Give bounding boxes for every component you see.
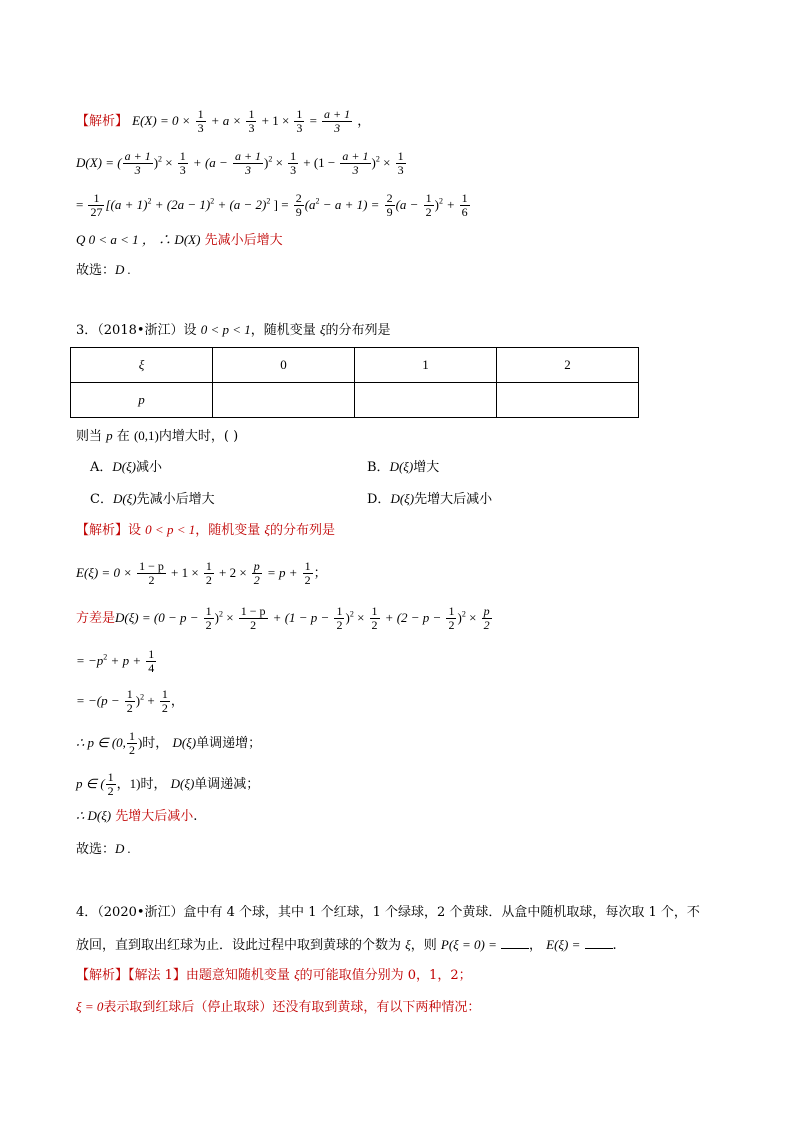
option-text: 减小 xyxy=(136,460,163,475)
interval: (0,1) xyxy=(133,428,159,443)
option-letter: D． xyxy=(367,492,391,507)
fraction: $\frac{1}{2}$ xyxy=(205,559,212,587)
option-expr: D(ξ) xyxy=(390,491,415,506)
option-text: 增大 xyxy=(413,460,440,475)
expr: E(ξ) = xyxy=(546,937,581,952)
text: 设 xyxy=(128,523,142,538)
q3-expectation-line xyxy=(76,560,327,587)
fraction: $\frac{1}{3}$ xyxy=(248,107,255,135)
distribution-table xyxy=(70,347,639,418)
table-row xyxy=(71,383,639,418)
dx-term: + (1 − xyxy=(303,155,336,170)
expr: ) xyxy=(137,735,143,750)
punct: ； xyxy=(313,566,327,581)
analysis-tag: 【解析】 xyxy=(76,968,129,983)
table-cell xyxy=(355,383,497,418)
variance-label: 方差是 xyxy=(76,611,116,626)
table-cell: p xyxy=(71,383,213,418)
q3-decrease-line xyxy=(76,771,259,798)
text: 由题意知随机变量 xyxy=(185,968,290,983)
fraction: $\frac{p}{2}$ xyxy=(253,559,260,587)
punct: ， xyxy=(357,114,371,129)
fraction: $\frac{2}{9}$ xyxy=(295,191,302,219)
fraction: $\frac{1}{2}$ xyxy=(448,604,455,632)
q2-simplify-line: = $\frac{1}{27}$ [$(a + 1)^2 + (2a - 1)^2 + (a - 2)^2$ ] = $\frac{2}{9}$ $(a^2 - a + 1)$ = $\frac{2}{9}$ (a − $\frac{1}{2}$ )$^2$ + $\frac{1}{6}$ xyxy=(76,191,468,219)
fraction: $\frac{a + 1}{3}$ xyxy=(234,149,262,177)
fraction: $\frac{1}{2}$ xyxy=(425,191,432,219)
expr: ∴ p ∈ (0, xyxy=(76,735,126,750)
punct: ， xyxy=(529,938,543,953)
text: 表示取到红球后（停止取球）还没有取到黄球，有以下两种情况： xyxy=(103,1000,481,1015)
method-tag: 【解法 1】 xyxy=(128,968,186,983)
punct: ， xyxy=(170,694,184,709)
expr: + (2a − 1) xyxy=(151,197,211,212)
q4-case-line xyxy=(76,999,480,1016)
option-d[interactable] xyxy=(367,491,492,508)
q2-answer-line xyxy=(76,262,131,279)
fraction: $\frac{1}{3}$ xyxy=(397,149,404,177)
fraction: $\frac{a + 1}{3}$ xyxy=(324,107,351,135)
dx-lhs: D(X) = ( xyxy=(76,155,122,170)
condition-text: 先减小后增大 xyxy=(204,233,283,248)
expr: D(ξ) xyxy=(172,735,197,750)
ex-term: + 1 × xyxy=(261,113,290,128)
q3-solution-intro xyxy=(76,522,335,539)
q3-increase-line xyxy=(76,730,261,757)
q2-dx-line: D(X) = ( $\frac{a + 1}{3}$ )$^2$ × $\frac{1}{3}$ + (a − $\frac{a + 1}{3}$ )$^2$ × $\frac{1}{3}$ + (1 − $\frac{a + 1}{3}$ )$^2$ × $\frac{1}{3}$ xyxy=(76,149,404,177)
expr: + 1 × xyxy=(171,565,199,580)
question-source: （2018•浙江）设 xyxy=(97,323,197,338)
fraction: $\frac{1 - p}{2}$ xyxy=(139,559,164,587)
option-text: 先减小后增大 xyxy=(136,492,215,507)
equals: = xyxy=(76,197,84,212)
fraction: $\frac{1}{2}$ xyxy=(304,559,311,587)
text: 的分布列是 xyxy=(325,323,391,338)
q4-stem-line1 xyxy=(76,905,700,921)
equals: = xyxy=(309,113,317,128)
fraction: $\frac{1}{3}$ xyxy=(296,107,303,135)
expr: + (a − 2) xyxy=(214,197,267,212)
text: ，随机变量 xyxy=(195,523,261,538)
table-cell: 1 xyxy=(355,348,497,383)
fraction: $\frac{1}{2}$ xyxy=(371,604,378,632)
question-number: 3． xyxy=(76,323,98,338)
text: 时， xyxy=(142,736,169,751)
condition: 0 < p < 1 xyxy=(200,322,251,337)
q4-stem-line2 xyxy=(76,936,617,954)
fraction: $\frac{1}{3}$ xyxy=(290,149,297,177)
fraction: $\frac{1}{2}$ xyxy=(336,604,343,632)
option-text: 先增大后减小 xyxy=(414,492,493,507)
answer-label: 故选： xyxy=(76,263,116,278)
expr: ] = xyxy=(270,197,289,212)
q3-stem xyxy=(76,322,390,339)
fraction: $\frac{a + 1}{3}$ xyxy=(124,149,151,177)
option-letter: A． xyxy=(90,460,113,475)
table-cell: 0 xyxy=(213,348,355,383)
answer-blank[interactable] xyxy=(585,936,613,949)
text: 的可能取值分别为 0，1，2； xyxy=(299,968,472,983)
expr: = −(p − xyxy=(76,693,120,708)
fraction: $\frac{1}{3}$ xyxy=(197,107,204,135)
condition: 0 < p < 1 xyxy=(145,522,196,537)
conclusion-text: 先增大后减小 xyxy=(115,809,194,824)
text: 则当 xyxy=(76,429,103,444)
analysis-tag: 【解析】 xyxy=(76,114,129,129)
answer-label: 故选： xyxy=(76,842,116,857)
q4-solution-intro xyxy=(76,967,472,984)
variable: ξ xyxy=(294,967,300,982)
fraction: $\frac{1}{6}$ xyxy=(461,191,468,219)
variable: ξ xyxy=(264,522,270,537)
option-expr: D(ξ) xyxy=(389,459,414,474)
dx-term: + (a − xyxy=(192,155,228,170)
expr: (a − xyxy=(395,197,419,212)
table-cell xyxy=(497,383,639,418)
fraction: $\frac{1}{4}$ xyxy=(148,647,155,675)
table-cell: 2 xyxy=(497,348,639,383)
punct: . xyxy=(193,809,198,824)
expr: D(ξ) = (0 − p − xyxy=(115,610,199,625)
option-c[interactable] xyxy=(90,491,215,508)
q2-ex-line xyxy=(76,108,370,135)
text: 内增大时，( ) xyxy=(158,429,239,444)
expr: ∴ D(ξ) xyxy=(76,808,112,823)
answer: D . xyxy=(115,262,131,277)
option-letter: C． xyxy=(90,492,113,507)
expr: [(a + 1) xyxy=(105,197,148,212)
variable: ξ xyxy=(319,322,326,337)
expr: + xyxy=(447,197,455,212)
q3-expand-line: = $-p^2 + p$ + $\frac{1}{4}$ xyxy=(76,647,155,675)
expr: P(ξ = 0) = xyxy=(440,937,497,952)
q3-complete-square-line: = −(p − $\frac{1}{2}$ )$^2$ + $\frac{1}{2}$ ， xyxy=(76,687,184,715)
text: 放回，直到取出红球为止．设此过程中取到黄球的个数为 xyxy=(76,938,402,953)
option-b[interactable] xyxy=(367,459,439,476)
option-letter: B． xyxy=(367,460,390,475)
text: 时， xyxy=(140,777,167,792)
fraction: $\frac{1}{2}$ xyxy=(128,729,135,757)
q3-conclusion-line xyxy=(76,808,197,825)
expr: (a xyxy=(304,197,316,212)
text: ，随机变量 xyxy=(250,323,316,338)
table-cell: ξ xyxy=(71,348,213,383)
expr: + xyxy=(144,693,155,708)
expr: ξ = 0 xyxy=(76,999,104,1014)
option-expr: D(ξ) xyxy=(112,459,137,474)
expr: D(ξ) xyxy=(170,776,195,791)
fraction: $\frac{1}{2}$ xyxy=(126,687,133,715)
expr: − a + 1) = xyxy=(319,197,380,212)
text: 在 xyxy=(116,429,130,444)
variable: p xyxy=(106,428,113,443)
table-cell xyxy=(213,383,355,418)
expr: + (2 − p − xyxy=(384,610,442,625)
expr: = −p xyxy=(76,653,104,668)
fraction: $\frac{p}{2}$ xyxy=(483,604,490,632)
fraction: $\frac{1}{27}$ xyxy=(90,191,103,219)
fraction: $\frac{1}{2}$ xyxy=(107,770,114,798)
condition: Q 0 < a < 1 ， ∴ D(X) xyxy=(76,232,201,247)
variable: ξ xyxy=(405,937,411,952)
fraction: $\frac{1}{2}$ xyxy=(161,687,168,715)
expr: + p + xyxy=(107,653,142,668)
answer: D . xyxy=(115,841,131,856)
fraction: $\frac{1}{2}$ xyxy=(205,604,212,632)
expr: E(ξ) = 0 × xyxy=(76,565,132,580)
text: 4．（2020•浙江）盒中有 4 个球，其中 1 个红球，1 个绿球，2 个黄球．从盒中随机取球，每次取 1 个，不 xyxy=(76,905,700,920)
expr: + 2 × xyxy=(218,565,247,580)
expr: = p + xyxy=(266,565,298,580)
fraction: $\frac{2}{9}$ xyxy=(386,191,393,219)
fraction: $\frac{1 - p}{2}$ xyxy=(240,604,266,632)
q3-question xyxy=(76,428,238,445)
q3-variance-line: 方差是D(ξ) = (0 − p − $\frac{1}{2}$ )$^2$ × $\frac{1 - p}{2}$ + (1 − p − $\frac{1}{2}$ )$^2$ × $\frac{1}{2}$ + (2 − p − $\frac{1}{2}$ )$^2$ × $\frac{p}{2}$ xyxy=(76,604,490,632)
q2-condition-line xyxy=(76,232,283,249)
expr: + (1 − p − xyxy=(272,610,330,625)
ex-term: + a × xyxy=(210,113,242,128)
answer-blank[interactable] xyxy=(501,936,529,949)
q3-answer-line xyxy=(76,841,131,858)
text: ，则 xyxy=(410,938,437,953)
fraction: $\frac{1}{3}$ xyxy=(179,149,186,177)
punct: . xyxy=(612,938,617,953)
text: 单调递增； xyxy=(196,736,262,751)
expr: p ∈ ( xyxy=(76,776,105,791)
option-a[interactable] xyxy=(90,459,162,476)
expr: ，1) xyxy=(116,776,141,791)
option-expr: D(ξ) xyxy=(112,491,137,506)
table-row xyxy=(71,348,639,383)
analysis-tag: 【解析】 xyxy=(76,523,129,538)
ex-lhs: E(X) = 0 × xyxy=(132,113,191,128)
text: 单调递减； xyxy=(194,777,260,792)
text: 的分布列是 xyxy=(269,523,335,538)
fraction: $\frac{a + 1}{3}$ xyxy=(342,149,369,177)
